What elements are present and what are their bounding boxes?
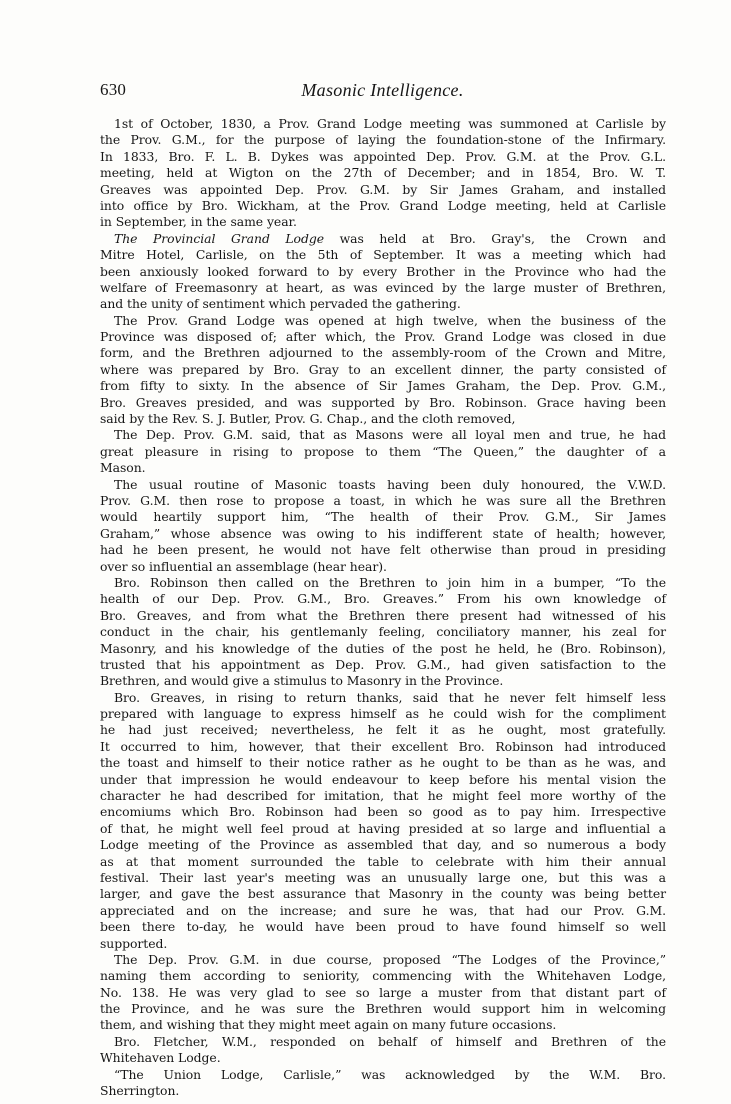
text-line: under that impression he would endeavour to keep before his mental vision the (100, 771, 666, 787)
text-line: conduct in the chair, his gentlemanly feeling, conciliatory manner, his zeal for (100, 624, 666, 640)
text-line: from fifty to sixty. In the absence of Sir James Graham, the Dep. Prov. G.M., (100, 378, 666, 394)
text-line: welfare of Freemasonry at heart, as was evinced by the large muster of Brethren, (100, 279, 666, 295)
paragraph (100, 575, 666, 690)
text-line: The Prov. Grand Lodge was opened at high twelve, when the business of the (114, 312, 666, 328)
text-line: in September, in the same year. (100, 214, 297, 230)
text-line: naming them according to seniority, commencing with the Whitehaven Lodge, (100, 968, 666, 984)
text-line: the Province, and he was sure the Brethren would support him in welcoming (100, 1001, 666, 1017)
text-line: In 1833, Bro. F. L. B. Dykes was appointed Dep. Prov. G.M. at the Prov. G.L. (100, 148, 666, 164)
text-line: appreciated and on the increase; and sure he was, that had our Prov. G.M. (100, 902, 666, 918)
text-line: been anxiously looked forward to by every Brother in the Province who had the (100, 263, 666, 279)
text-line: where was prepared by Bro. Gray to an excellent dinner, the party consisted of (100, 361, 666, 377)
text-line: Bro. Greaves, in rising to return thanks, said that he never felt himself less (114, 689, 666, 705)
text-line: Bro. Greaves, and from what the Brethren there present had witnessed of his (100, 607, 666, 623)
page-number: 630 (100, 80, 127, 99)
text-line: form, and the Brethren adjourned to the assembly-room of the Crown and Mitre, (100, 345, 666, 361)
paragraph (100, 1034, 666, 1067)
paragraph (100, 690, 666, 952)
text-line: Mason. (100, 460, 146, 476)
text-line: “The Union Lodge, Carlisle,” was acknowledged by the W.M. Bro. (114, 1066, 666, 1082)
text-line: into office by Bro. Wickham, at the Prov. Grand Lodge meeting, held at Carlisle (100, 197, 666, 213)
text-line: had he been present, he would not have felt otherwise than proud in presiding (100, 542, 666, 558)
paragraph (100, 1067, 666, 1100)
text-line: said by the Rev. S. J. Butler, Prov. G. Chap., and the cloth removed, (100, 411, 516, 427)
text-line: encomiums which Bro. Robinson had been so good as to pay him. Irrespective (100, 804, 666, 820)
text-line: over so influential an assemblage (hear hear). (100, 558, 387, 574)
text-line: festival. Their last year's meeting was an unusually large one, but this was a (100, 869, 666, 885)
page-header (100, 80, 665, 104)
text-line: Graham,” whose absence was owing to his indifferent state of health; however, (100, 525, 666, 541)
text-line: Masonry, and his knowledge of the duties of the post he held, he (Bro. Robinson), (100, 640, 666, 656)
text-line: them, and wishing that they might meet again on many future occasions. (100, 1017, 557, 1033)
text-line: 1st of October, 1830, a Prov. Grand Lodge meeting was summoned at Carlisle by (114, 116, 666, 131)
text-line: would heartily support him, “The health of their Prov. G.M., Sir James (100, 509, 666, 525)
text-line: meeting, held at Wigton on the 27th of December; and in 1854, Bro. W. T. (100, 165, 666, 181)
text-line: supported. (100, 935, 168, 951)
text-line: and the unity of sentiment which pervaded the gathering. (100, 296, 461, 312)
text-line: Bro. Greaves presided, and was supported by Bro. Robinson. Grace having been (100, 394, 666, 410)
text-line: the Prov. G.M., for the purpose of laying the foundation-stone of the Infirmary. (100, 132, 666, 148)
running-title: Masonic Intelligence. (301, 80, 464, 100)
text-line: No. 138. He was very glad to see so large a muster from that distant part of (100, 984, 666, 1000)
paragraph (100, 952, 666, 1034)
text-line: Sherrington. (100, 1083, 180, 1099)
text-line: Greaves was appointed Dep. Prov. G.M. by Sir James Graham, and installed (100, 181, 666, 197)
text-line: Province was disposed of; after which, the Prov. Grand Lodge was closed in due (100, 329, 666, 345)
text-line: It occurred to him, however, that their excellent Bro. Robinson had introduced (100, 738, 666, 754)
paragraph (100, 477, 666, 575)
text-line: Bro. Fletcher, W.M., responded on behalf of himself and Brethren of the (114, 1033, 666, 1049)
text-line: Brethren, and would give a stimulus to Masonry in the Province. (100, 673, 504, 689)
article-body (100, 116, 666, 1099)
text-line: Whitehaven Lodge. (100, 1050, 221, 1066)
text-line: he had just received; nevertheless, he felt it as he ought, most gratefully. (100, 722, 666, 738)
text-line: Bro. Robinson then called on the Brethren to join him in a bumper, “To the (114, 574, 666, 590)
italic-lead: The Provincial Grand Lodge (114, 230, 325, 246)
text-line (100, 231, 666, 247)
text-line: Lodge meeting of the Province as assembled that day, and so numerous a body (100, 837, 666, 853)
text-line: health of our Dep. Prov. G.M., Bro. Greaves.” From his own knowledge of (100, 591, 666, 607)
text-line: character he had described for imitation, that he might feel more worthy of the (100, 788, 666, 804)
text-line: The Dep. Prov. G.M. said, that as Masons were all loyal men and true, he had (114, 427, 666, 443)
text-line: prepared with language to express himself as he could wish for the compliment (100, 706, 666, 722)
text-line: Mitre Hotel, Carlisle, on the 5th of September. It was a meeting which had (100, 247, 666, 263)
text-line: larger, and gave the best assurance that Masonry in the county was being better (100, 886, 666, 902)
text-line: trusted that his appointment as Dep. Prov. G.M., had given satisfaction to the (100, 656, 666, 672)
text-line: of that, he might well feel proud at having presided at so large and influential a (100, 820, 666, 836)
text-line: the toast and himself to their notice rather as he ought to be than as he was, and (100, 755, 666, 771)
text-run: was held at Bro. Gray's, the Crown and (324, 230, 666, 246)
text-line: been there to-day, he would have been proud to have found himself so well (100, 919, 666, 935)
paragraph (100, 313, 666, 428)
text-line: great pleasure in rising to propose to them “The Queen,” the daughter of a (100, 443, 666, 459)
paragraph (100, 231, 666, 313)
paragraph (100, 116, 666, 231)
text-line: Prov. G.M. then rose to propose a toast, in which he was sure all the Brethren (100, 492, 666, 508)
text-line: The Dep. Prov. G.M. in due course, proposed “The Lodges of the Province,” (114, 951, 666, 967)
paragraph (100, 427, 666, 476)
text-line: The usual routine of Masonic toasts having been duly honoured, the V.W.D. (114, 476, 666, 492)
text-line: as at that moment surrounded the table to celebrate with him their annual (100, 853, 666, 869)
